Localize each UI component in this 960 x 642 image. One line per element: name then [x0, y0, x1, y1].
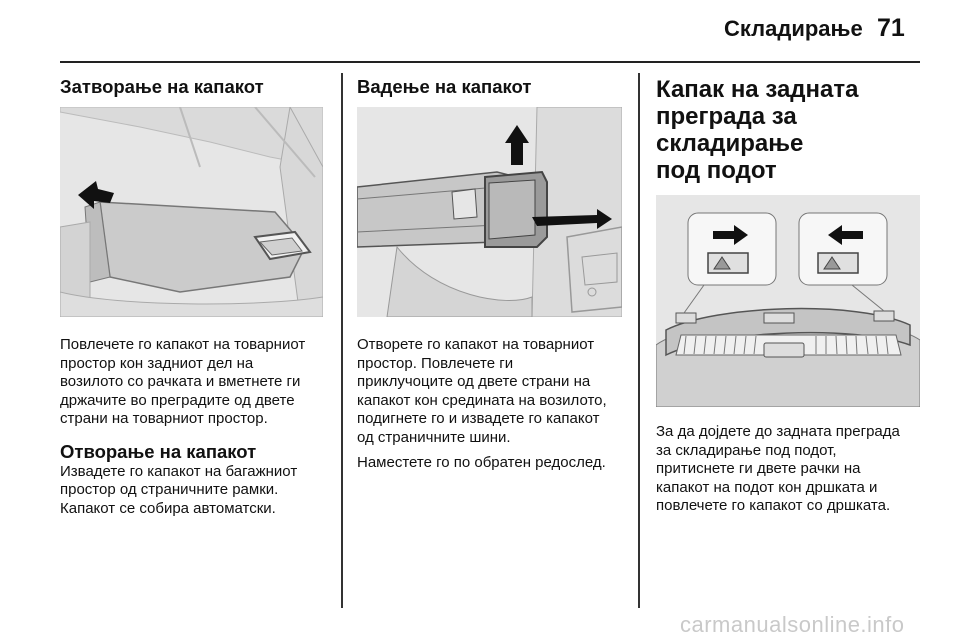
- figure-underfloor-storage: [656, 195, 920, 407]
- paragraph-reinstall: Наместете го по обратен редослед.: [357, 454, 606, 471]
- heading-line: Капак на задната: [656, 76, 859, 103]
- page-header-title: Складирање: [724, 16, 863, 41]
- text-line: држачите во преградите од двете: [60, 391, 295, 409]
- text-line: возилото со рачката и вметнете ги: [60, 373, 301, 390]
- text-line: Отворете го капакот на товарниот: [357, 336, 595, 353]
- column-divider-2: [638, 73, 640, 608]
- text-line: за складирање под подот,: [656, 441, 837, 459]
- text-line: Капакот се собира автоматски.: [60, 499, 276, 517]
- figure-closing-cover: [60, 107, 323, 317]
- heading-line: под подот: [656, 157, 777, 184]
- text-line: Извадете го капакот на багажниот: [60, 462, 298, 480]
- watermark: carmanualsonline.info: [680, 612, 905, 637]
- text-line: простор кон задниот дел на: [60, 354, 254, 372]
- text-line: капакот на подот кон дршката и: [656, 478, 878, 496]
- section-heading-underfloor-storage: [656, 76, 924, 184]
- paragraph-removing-cover: [357, 336, 632, 447]
- text-line: повлечете го капакот со дршката.: [656, 497, 891, 514]
- text-line: приклучоците од двете страни на: [357, 373, 591, 390]
- column-1: [60, 76, 332, 518]
- text-line: притиснете ги двете рачки на: [656, 460, 861, 477]
- text-line: од страничните шини.: [357, 428, 511, 446]
- figure-removing-cover: [357, 107, 622, 317]
- section-heading-opening-cover: Отворање на капакот: [60, 440, 257, 462]
- text-line: Повлечете го капакот на товарниот: [60, 336, 306, 353]
- text-line: страни на товарниот простор.: [60, 410, 268, 427]
- paragraph-opening-cover: [60, 463, 332, 519]
- section-heading-removing-cover: Вадење на капакот: [357, 76, 532, 97]
- text-line: За да дојдете до задната преграда: [656, 423, 900, 440]
- paragraph-underfloor-storage: [656, 423, 924, 516]
- text-line: капакот кон средината на возилото,: [357, 391, 607, 409]
- paragraph-closing-cover: [60, 336, 332, 429]
- column-2: [357, 76, 632, 473]
- column-3: [656, 76, 924, 516]
- text-line: подигнете го и извадете го капакот: [357, 410, 600, 427]
- section-heading-closing-cover: Затворање на капакот: [60, 76, 264, 97]
- header-divider: [60, 61, 920, 63]
- text-line: простор. Повлечете ги: [357, 354, 514, 372]
- heading-line: преграда за складирање: [656, 103, 804, 157]
- text-line: простор од страничните рамки.: [60, 481, 279, 498]
- page-number: 71: [877, 14, 905, 42]
- column-divider-1: [341, 73, 343, 608]
